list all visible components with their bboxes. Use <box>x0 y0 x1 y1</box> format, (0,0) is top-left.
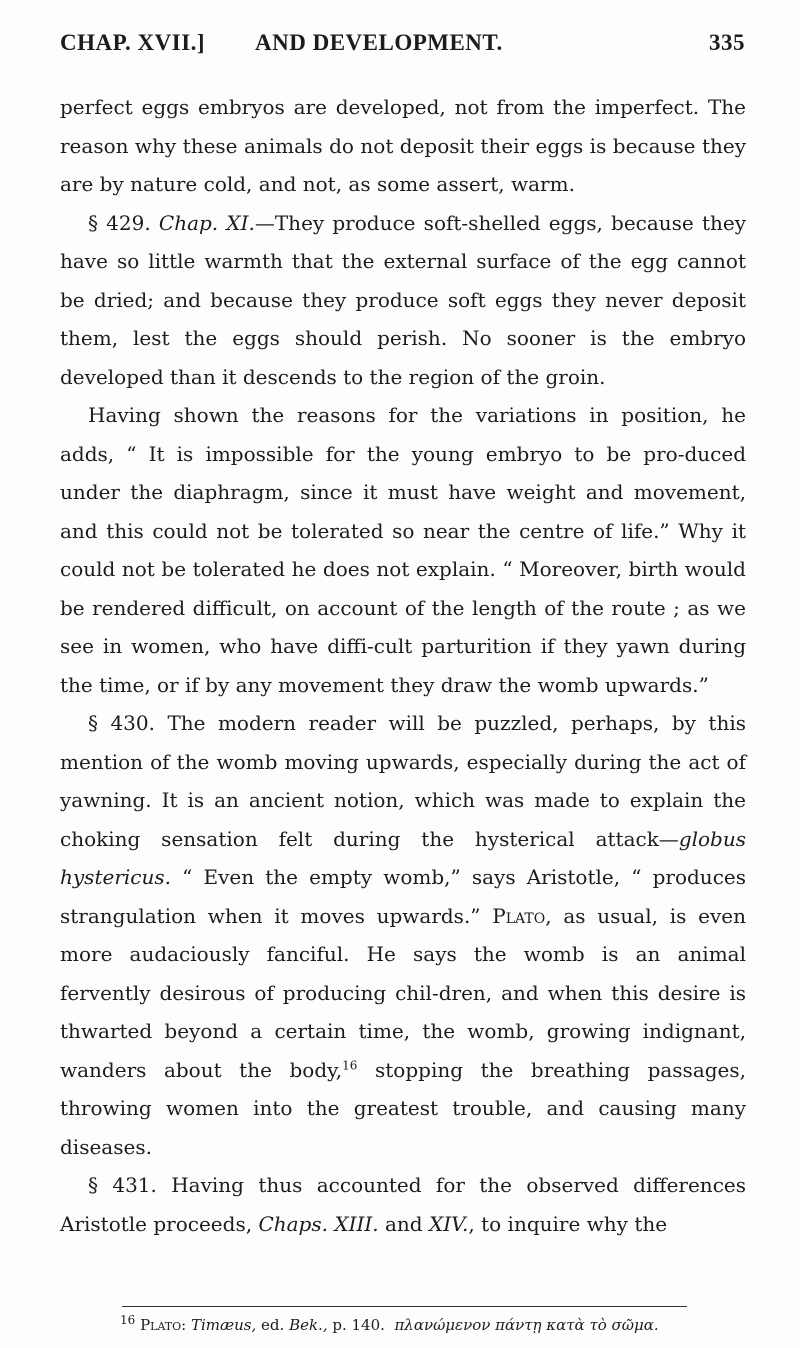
footnote-author: Plato <box>140 1316 182 1334</box>
chapter-reference: CHAP. XVII.] <box>60 30 206 55</box>
paragraph-text: perfect eggs embryos are developed, not from the imperfect. The reason why these animals do not deposit their eggs is because they are by nature cold, and not, as some assert, warm. <box>60 95 746 196</box>
footnote-divider <box>122 1306 687 1307</box>
running-title: AND DEVELOPMENT. <box>255 30 503 55</box>
paragraph-text: § 430. The modern reader will be puzzled, perhaps, by this mention of the womb moving upwards, especially during the act of yawning. It is an ancient notion, which was made to explain the choking sensation felt during the hysterical attack— <box>60 711 746 851</box>
footnote-edition: ed. <box>256 1316 290 1334</box>
footnote-number: 16 <box>120 1313 136 1327</box>
footnote-editor: Bek., <box>289 1316 328 1334</box>
running-head <box>60 30 745 70</box>
paragraph-text: and <box>378 1211 429 1236</box>
paragraph-having-shown <box>60 396 746 704</box>
footnote-page: p. 140. <box>327 1316 385 1334</box>
author-name: Plato <box>492 903 546 928</box>
footnote-marker: 16 <box>342 1057 358 1072</box>
paragraph-text: , as usual, is even more audaciously fanciful. He says the womb is an animal fervently desirous of producing chil-dren, and when this desire is thwarted beyond a certain time, the womb, growing indignant, wanders about the body, <box>60 903 746 1082</box>
paragraph-429 <box>60 204 746 397</box>
paragraph-430 <box>60 704 746 1166</box>
latin-term: globus hystericus. <box>60 826 746 889</box>
footnote-greek-quote: πλανώμενον πάντῃ κατὰ τὸ σῶμα. <box>394 1316 659 1334</box>
paragraph-text: Having shown the reasons for the variations in position, he adds, “ It is impossible for the young embryo to be pro-duced under the diaphragm, since it must have weight and movement, and this could not be tolerated so near the centre of life.” Why it could not be tolerated he does not explain. “ Moreover, birth would be rendered difficult, on account of the length of the route ; as we see in women, who have diffi-cult parturition if they yawn during the time, or if by any movement they draw the womb upwards.” <box>60 403 746 697</box>
paragraph-431 <box>60 1166 746 1243</box>
chapter-citation: Chap. XI. <box>158 210 255 235</box>
paragraph-text: § 431. Having thus accounted for the observed differences Aristotle proceeds, <box>60 1173 746 1236</box>
chapter-citation: XIV. <box>428 1211 469 1236</box>
footnote <box>120 1315 746 1335</box>
paragraph-continuation <box>60 88 746 204</box>
footnote-work-title: Timæus, <box>191 1316 257 1334</box>
paragraph-text: “ Even the empty womb,” says Aristotle, “ produces strangulation when it moves upwards.” <box>60 865 746 928</box>
footnote-separator: : <box>181 1316 191 1334</box>
section-number: § 429. <box>88 210 159 235</box>
body-text <box>60 88 746 1243</box>
paragraph-text: stopping the breathing passages, throwing women into the greatest trouble, and causing many diseases. <box>60 1057 747 1159</box>
chapter-citation: Chaps. XIII. <box>258 1211 379 1236</box>
page-number: 335 <box>709 30 745 55</box>
paragraph-text: —They produce soft-shelled eggs, because they have so little warmth that the external surface of the egg cannot be dried; and because they produce soft eggs they never deposit them, lest the eggs should perish. No sooner is the embryo developed than it descends to the region of the groin. <box>60 210 746 389</box>
paragraph-text: , to inquire why the <box>468 1211 668 1236</box>
